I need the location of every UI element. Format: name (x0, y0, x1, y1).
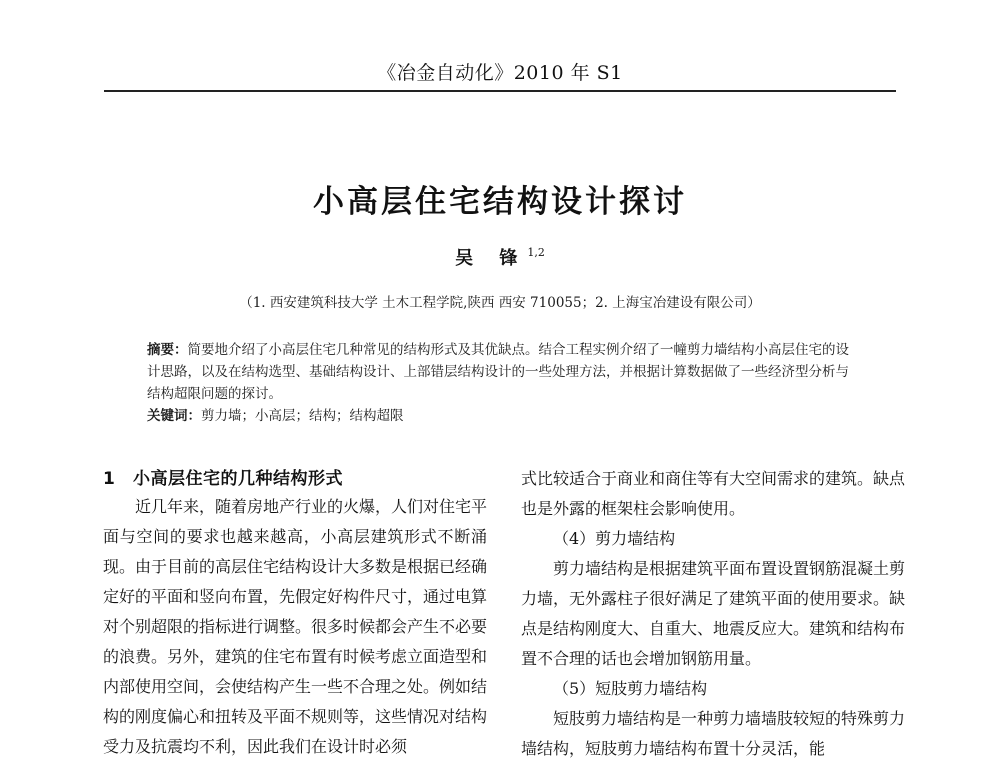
paper-title: 小高层住宅结构设计探讨 (313, 184, 687, 220)
subsection-heading-5: （5）短肢剪力墙结构 (553, 679, 708, 698)
section-heading (103, 464, 487, 494)
journal-header: 《冶金自动化》2010 年 S1 (377, 62, 623, 84)
subsection-paragraph-4: 剪力墙结构是根据建筑平面布置设置钢筋混凝土剪力墙，无外露柱子很好满足了建筑平面的使用要求。缺点是结构刚度大、自重大、地震反应大。建筑和结构布置不合理的话也会增加钢筋用量。 (521, 559, 906, 668)
subsection-heading-4: （4）剪力墙结构 (553, 529, 676, 548)
keywords-text: 剪力墙；小高层；结构；结构超限 (201, 408, 404, 424)
keywords (147, 405, 853, 427)
abstract-text: 简要地介绍了小高层住宅几种常见的结构形式及其优缺点。结合工程实例介绍了一幢剪力墙结构小高层住宅的设计思路，以及在结构选型、基础结构设计、上部错层结构设计的一些处理方法，并根据计算数据做了一些经济型分析与结构超限问题的探讨。 (147, 342, 849, 402)
author-line (0, 244, 1000, 270)
abstract-label: 摘要： (147, 342, 188, 358)
section-number: 1 (103, 469, 116, 489)
keywords-label: 关键词： (147, 408, 201, 424)
abstract (147, 339, 853, 405)
header-divider (104, 90, 896, 92)
left-column (103, 464, 487, 760)
right-column (521, 464, 905, 760)
continued-paragraph: 式比较适合于商业和商住等有大空间需求的建筑。缺点也是外露的框架柱会影响使用。 (521, 469, 906, 518)
body-paragraph: 近几年来，随着房地产行业的火爆，人们对住宅平面与空间的要求也越来越高，小高层建筑形式不断涌现。由于目前的高层住宅结构设计大多数是根据已经确定好的平面和竖向布置，先假定好构件尺寸，通过电算对个别超限的指标进行调整。很多时候都会产生不必要的浪费。另外，建筑的住宅布置有时候考虑立面造型和内部使用空间，会使结构产生一些不合理之处。例如结构的刚度偏心和扭转及平面不规则等，这些情况对结构受力及抗震均不利，因此我们在设计时必须 (103, 497, 488, 756)
author-affiliation-marks: 1,2 (527, 246, 545, 259)
author-name: 吴 锋 (455, 248, 528, 269)
section-title: 小高层住宅的几种结构形式 (133, 469, 343, 489)
author-affiliation: （1. 西安建筑科技大学 土木工程学院,陕西 西安 710055；2. 上海宝冶建设有限公司） (239, 295, 761, 311)
abstract-block (147, 339, 853, 427)
subsection-paragraph-5: 短肢剪力墙结构是一种剪力墙墙肢较短的特殊剪力墙结构，短肢剪力墙结构布置十分灵活，能 (521, 709, 906, 758)
